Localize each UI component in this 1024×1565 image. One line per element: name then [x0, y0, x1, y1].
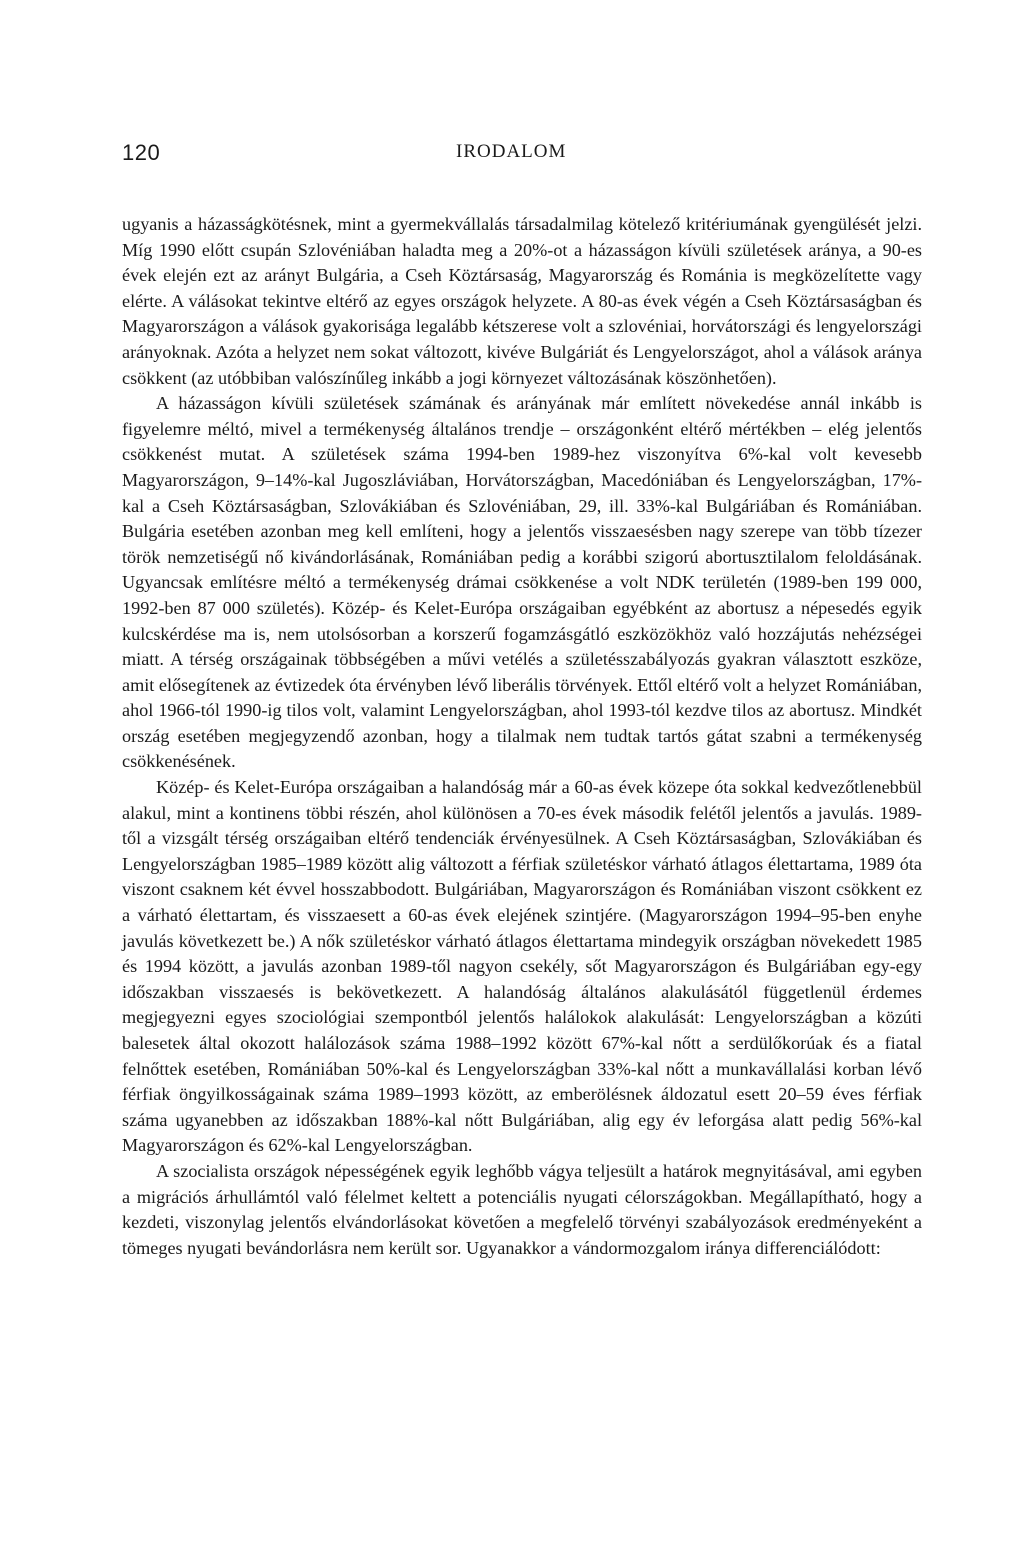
page-number: 120: [122, 140, 161, 165]
paragraph-fertility: A házasságon kívüli születések számának és arányának már említett növekedése annál inkább is figyelemre méltó, mivel a termékenység általános trendje – országonként eltérő mértékben – elég jelentős csökkenést mutat. A születések száma 1994-ben 1989-hez viszonyítva 6%-kal volt kevesebb Magyarországon, 9–14%-kal Jugoszláviában, Horvátországban, Macedóniában és Lengyelországban, 17%-kal a Cseh Köztársaságban, Szlovákiában és Szlovéniában, 29, ill. 33%-kal Bulgáriában és Romániában. Bulgária esetében azonban meg kell említeni, hogy a jelentős visszaesésben nagy szerepe van több tízezer török nemzetiségű nő kivándorlásának, Romániában pedig a korábbi szigorú abortusztilalom feloldásának. Ugyancsak említésre méltó a termékenység drámai csökkenése a volt NDK területén (1989-ben 199 000, 1992-ben 87 000 születés). Közép- és Kelet-Európa országaiban egyébként az abortusz a népesedés egyik kulcskérdése ma is, nem utolsósorban a korszerű fogamzásgátló eszközökhöz való hozzájutás nehézségei miatt. A térség országainak többségében a művi vetélés a születésszabályozás gyakran választott eszköze, amit elősegítenek az évtizedek óta érvényben lévő liberális törvények. Ettől eltérő volt a helyzet Romániában, ahol 1966-tól 1990-ig tilos volt, valamint Lengyelországban, ahol 1993-tól kezdve tilos az abortusz. Mindkét ország esetében megjegyzendő azonban, hogy a tilalmak nem tudtak tartós gátat szabni a termékenység csökkenésének.: [122, 393, 922, 772]
page-header: [122, 140, 922, 170]
paragraph-mortality: Közép- és Kelet-Európa országaiban a halandóság már a 60-as évek közepe óta sokkal kedvezőtlenebbül alakul, mint a kontinens többi részén, ahol különösen a 70-es évek második felétől jelentős a javulás. 1989-től a vizsgált térség országaiban eltérő tendenciák érvényesülnek. A Cseh Köztársaságban, Szlovákiában és Lengyelországban 1985–1989 között alig változott a férfiak születéskor várható átlagos élettartama, 1989 óta viszont csaknem két évvel hosszabbodott. Bulgáriában, Magyarországon és Romániában viszont csökkent ez a várható élettartam, és visszaesett a 60-as évek elejének szintjére. (Magyarországon 1994–95-ben enyhe javulás következett be.) A nők születéskor várható átlagos élettartama mindegyik országban növekedett 1985 és 1994 között, a javulás azonban 1989-től nagyon csekély, sőt Magyarországon és Bulgáriában egy-egy időszakban visszaesés is bekövetkezett. A halandóság általános alakulásától függetlenül érdemes megjegyezni egyes szociológiai szempontból jelentős halálokok alakulását: Lengyelországban a közúti balesetek által okozott halálozások száma 1988–1992 között 67%-kal nőtt a serdülőkorúak és a fiatal felnőttek esetében, Romániában 50%-kal és Lengyelországban 33%-kal nőtt a munkavállalási korban lévő férfiak öngyilkosságainak száma 1989–1993 között, az emberölésnek áldozatul esett 20–59 éves férfiak száma ugyanebben az időszakban 188%-kal nőtt Bulgáriában, alig egy év leforgása alatt pedig 56%-kal Magyarországon és 62%-kal Lengyelországban.: [122, 777, 922, 1156]
paragraph-migration: A szocialista országok népességének egyik leghőbb vágya teljesült a határok megnyitásával, ami egyben a migrációs árhullámtól való félelmet keltett a potenciális nyugati célországokban. Megállapítható, hogy a kezdeti, viszonylag jelentős elvándorlásokat követően a megfelelő törvényi szabályozások eredményeként a tömeges nyugati bevándorlásra nem került sor. Ugyanakkor a vándormozgalom iránya differenciálódott:: [122, 1160, 922, 1258]
body-text: [122, 212, 922, 1261]
running-head: IRODALOM: [456, 141, 567, 162]
paragraph-continued: ugyanis a házasságkötésnek, mint a gyermekvállalás társadalmilag kötelező kritériumának gyengülését jelzi. Míg 1990 előtt csupán Szlovéniában haladta meg a 20%-ot a házasságon kívüli születések aránya, a 90-es évek elején ezt az arányt Bulgária, a Cseh Köztársaság, Magyarország és Románia is megközelítette vagy elérte. A válásokat tekintve eltérő az egyes országok helyzete. A 80-as évek végén a Cseh Köztársaságban és Magyarországon a válások gyakorisága legalább kétszerese volt a szlovéniai, horvátországi és lengyelországi arányoknak. Azóta a helyzet nem sokat változott, kivéve Bulgáriát és Lengyelországot, ahol a válások aránya csökkent (az utóbbiban valószínűleg inkább a jogi környezet változásának köszönhetően).: [122, 214, 922, 388]
